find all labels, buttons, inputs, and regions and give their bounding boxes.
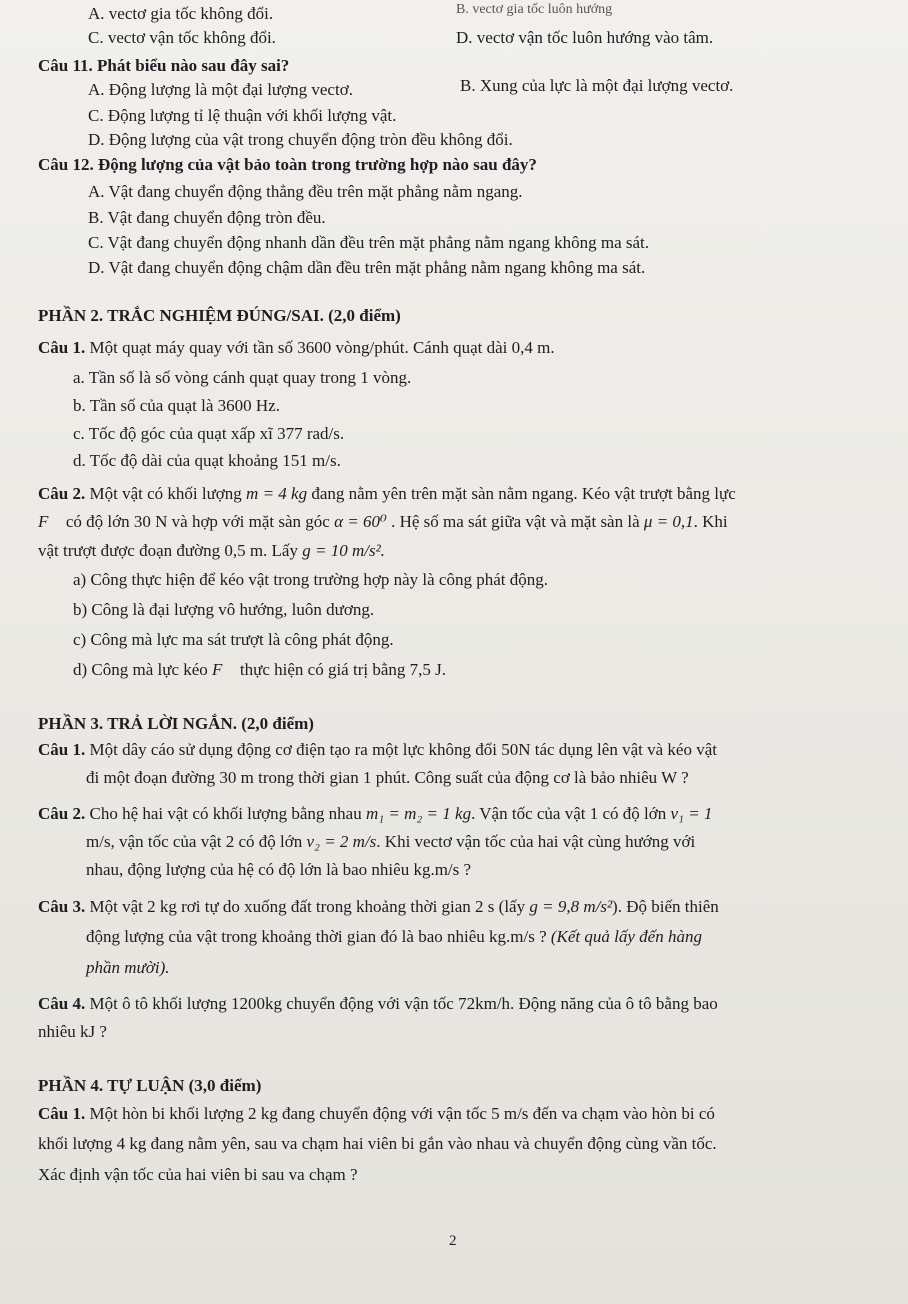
part2-q2-line3: vật trượt được đoạn đường 0,5 m. Lấy g = 10 m/s². — [38, 541, 385, 560]
part2-q2-a: a) Công thực hiện để kéo vật trong trường hợp này là công phát động. — [73, 570, 548, 589]
part3-q3-line2: động lượng của vật trong khoảng thời gian đó là bao nhiêu kg.m/s ? (Kết quả lấy đến hàng — [86, 927, 702, 946]
q11-option-d: D. Động lượng của vật trong chuyển động tròn đều không đổi. — [88, 130, 513, 149]
part2-q1-b: b. Tần số của quạt là 3600 Hz. — [73, 396, 280, 415]
part2-q1-title: Câu 1. Một quạt máy quay với tần số 3600 vòng/phút. Cánh quạt dài 0,4 m. — [38, 338, 555, 357]
part4-q1-line3: Xác định vận tốc của hai viên bi sau va chạm ? — [38, 1165, 358, 1184]
part2-q1-a: a. Tần số là số vòng cánh quạt quay trong 1 vòng. — [73, 368, 412, 387]
option-b: B. vectơ gia tốc luôn hướng — [456, 2, 613, 17]
part-3-heading: PHẦN 3. TRẢ LỜI NGẮN. (2,0 điểm) — [38, 714, 314, 733]
page-number: 2 — [449, 1233, 457, 1249]
q12-option-b: B. Vật đang chuyển động tròn đều. — [88, 208, 326, 227]
part3-q1-line2: đi một đoạn đường 30 m trong thời gian 1 phút. Công suất của động cơ là bảo nhiêu W ? — [86, 768, 689, 787]
q12-option-d: D. Vật đang chuyển động chậm dần đều trên mặt phẳng nằm ngang không ma sát. — [88, 258, 646, 277]
part3-q2-line1: Câu 2. Cho hệ hai vật có khối lượng bằng nhau m₁ = m₂ = 1 kg. Vận tốc của vật 1 có độ lớn v₁ = 1 — [38, 804, 713, 823]
question-11-title: Câu 11. Phát biểu nào sau đây sai? — [38, 56, 290, 75]
question-12-title: Câu 12. Động lượng của vật bảo toàn trong trường hợp nào sau đây? — [38, 155, 537, 174]
part4-q1-line2: khối lượng 4 kg đang nằm yên, sau va chạm hai viên bi gắn vào nhau và chuyển động cùng vần tốc. — [38, 1134, 717, 1153]
part4-q1-line1: Câu 1. Một hòn bi khối lượng 2 kg đang chuyển động với vận tốc 5 m/s đến va chạm vào hòn bi có — [38, 1104, 715, 1123]
part-4-heading: PHẦN 4. TỰ LUẬN (3,0 điểm) — [38, 1076, 262, 1095]
part3-q3-line3: phần mười). — [86, 958, 170, 977]
option-a: A. vectơ gia tốc không đổi. — [88, 4, 274, 23]
option-c: C. vectơ vận tốc không đổi. — [88, 28, 276, 47]
part2-q2-b: b) Công là đại lượng vô hướng, luôn dương. — [73, 600, 375, 619]
part3-q4-line1: Câu 4. Một ô tô khối lượng 1200kg chuyển động với vận tốc 72km/h. Động năng của ô tô bằng bao — [38, 994, 718, 1013]
part2-q1-d: d. Tốc độ dài của quạt khoảng 151 m/s. — [73, 451, 341, 470]
part3-q2-line2: m/s, vận tốc của vật 2 có độ lớn v₂ = 2 m/s. Khi vectơ vận tốc của hai vật cùng hướng với — [86, 832, 696, 851]
q11-option-c: C. Động lượng tỉ lệ thuận với khối lượng vật. — [88, 106, 397, 125]
part2-q1-c: c. Tốc độ góc của quạt xấp xĩ 377 rad/s. — [73, 424, 345, 443]
part2-q2-line1: Câu 2. Một vật có khối lượng m = 4 kg đang nằm yên trên mặt sàn nằm ngang. Kéo vật trượt bằng lực — [38, 484, 736, 503]
option-d: D. vectơ vận tốc luôn hướng vào tâm. — [456, 28, 714, 47]
part3-q3-line1: Câu 3. Một vật 2 kg rơi tự do xuống đất trong khoảng thời gian 2 s (lấy g = 9,8 m/s²). Độ biến thiên — [38, 897, 719, 916]
q11-option-a: A. Động lượng là một đại lượng vectơ. — [88, 80, 353, 99]
part3-q2-line3: nhau, động lượng của hệ có độ lớn là bao nhiêu kg.m/s ? — [86, 860, 472, 879]
part3-q1-line1: Câu 1. Một dây cáo sử dụng động cơ điện tạo ra một lực không đổi 50N tác dụng lên vật và kéo vật — [38, 740, 717, 759]
q12-option-a: A. Vật đang chuyển động thẳng đều trên mặt phẳng nằm ngang. — [88, 182, 523, 201]
q11-option-b: B. Xung của lực là một đại lượng vectơ. — [460, 76, 734, 95]
part2-q2-d: d) Công mà lực kéo F⃗ thực hiện có giá trị bằng 7,5 J. — [73, 660, 446, 679]
part-2-heading: PHẦN 2. TRẮC NGHIỆM ĐÚNG/SAI. (2,0 điểm) — [38, 306, 401, 325]
q12-option-c: C. Vật đang chuyển động nhanh dần đều trên mặt phẳng nằm ngang không ma sát. — [88, 233, 650, 252]
part2-q2-c: c) Công mà lực ma sát trượt là công phát động. — [73, 630, 394, 649]
part3-q4-line2: nhiêu kJ ? — [38, 1022, 107, 1041]
part2-q2-line2: F⃗ có độ lớn 30 N và hợp với mặt sàn góc α = 60⁰ . Hệ số ma sát giữa vật và mặt sàn là μ = 0,1. Khi — [38, 512, 728, 531]
